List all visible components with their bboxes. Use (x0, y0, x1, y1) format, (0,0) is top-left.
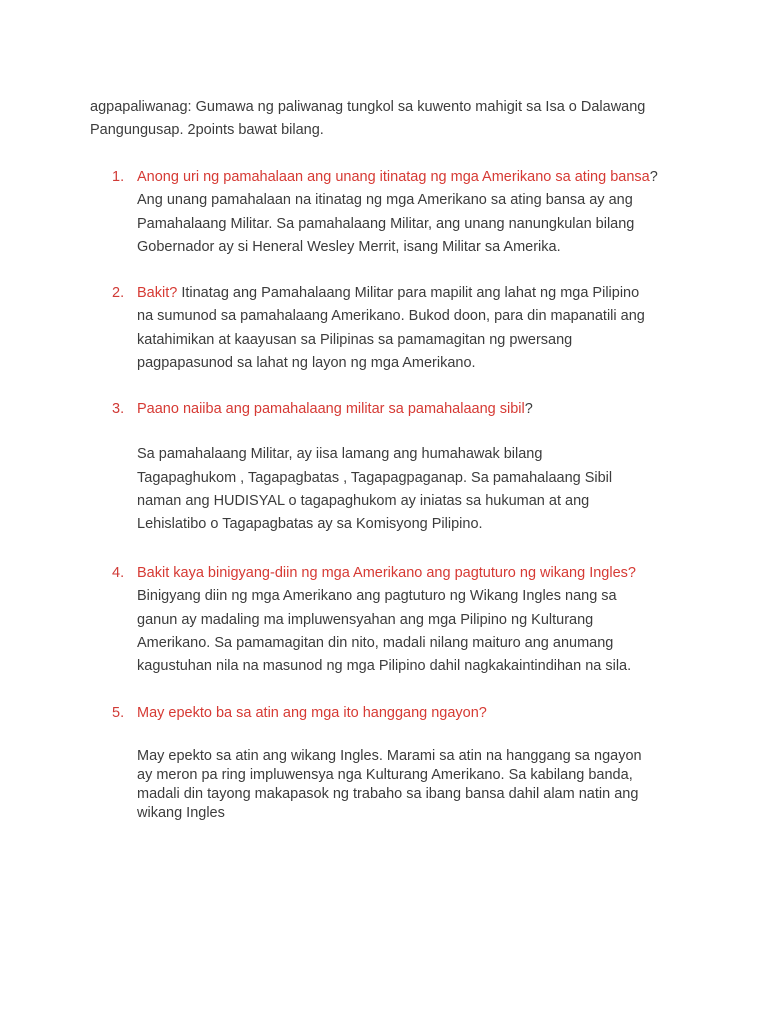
answer (137, 443, 692, 536)
answer-line: wikang Ingles (137, 805, 225, 822)
answer-line: naman ang HUDISYAL o tagapaghukom ay iniatas sa hukuman at ang (137, 492, 590, 509)
inline-answer: Itinatag ang Pamahalaang Militar para mapilit ang lahat ng mga Pilipino (177, 285, 640, 301)
item-number: 5. (112, 705, 125, 721)
answer-line: Lehislatibo o Tagapagbatas ay sa Komisyong Pilipino. (137, 516, 483, 533)
question-line (137, 282, 692, 305)
instructions-line-1: agpapaliwanag: Gumawa ng paliwanag tungkol sa kuwento mahigit sa Isa o Dalawang (90, 99, 646, 115)
item-body (137, 166, 692, 259)
question-text: May epekto ba sa atin ang mga ito hanggang ngayon? (137, 705, 487, 721)
answer (137, 585, 692, 678)
item-number: 4. (112, 565, 125, 581)
answer-line: na sumunod sa pamahalaang Amerikano. Bukod doon, para din mapanatili ang (137, 308, 645, 325)
answer-line: ganun ay madaling ma impluwensyahan ang mga Pilipino ng Kulturang (137, 611, 594, 628)
item-number: 2. (112, 285, 125, 301)
item-number: 3. (112, 401, 125, 417)
answer-line: Sa pamahalaang Militar, ay iisa lamang ang humahawak bilang (137, 446, 543, 463)
answer (137, 747, 692, 823)
answer-line: kagustuhan nila na masunod ng mga Pilipino dahil nagkakaintindihan na sila. (137, 658, 632, 675)
answer-line: Tagapaghukom , Tagapagbatas , Tagapagpaganap. Sa pamahalaang Sibil (137, 469, 613, 486)
question-line (137, 562, 692, 585)
answer-line: Binigyang diin ng mga Amerikano ang pagtuturo ng Wikang Ingles nang sa (137, 588, 617, 605)
instructions (90, 96, 690, 142)
question-mark: ? (649, 169, 658, 185)
question-text: Bakit? (137, 285, 178, 301)
question-text: Paano naiiba ang pamahalaang militar sa pamahalaang sibil (137, 401, 525, 417)
question-text: Anong uri ng pamahalaan ang unang itinatag ng mga Amerikano sa ating bansa (137, 169, 650, 185)
item-body (137, 562, 692, 678)
answer-line: ay meron pa ring impluwensya nga Kulturang Amerikano. Sa kabilang banda, (137, 767, 633, 784)
question-line (137, 702, 692, 725)
item-body (137, 702, 692, 823)
item-number: 1. (112, 169, 125, 185)
answer-line: katahimikan at kaayusan sa Pilipinas sa pamamagitan ng pwersang (137, 331, 573, 348)
answer-line: pagpapasunod sa lahat ng layon ng mga Amerikano. (137, 354, 476, 371)
question-mark: ? (524, 401, 533, 417)
answer-line: Gobernador ay si Heneral Wesley Merrit, isang Militar sa Amerika. (137, 238, 561, 255)
answer-line: Ang unang pamahalaan na itinatag ng mga Amerikano sa ating bansa ay ang (137, 192, 633, 209)
answer (137, 189, 692, 259)
question-text: Bakit kaya binigyang-diin ng mga Amerikano ang pagtuturo ng wikang Ingles? (137, 565, 636, 581)
question-line (137, 398, 692, 421)
item-body (137, 282, 692, 375)
answer-line: Pamahalaang Militar. Sa pamahalaang Militar, ang unang nanungkulan bilang (137, 215, 635, 232)
question-line (137, 166, 692, 189)
instructions-line-2: Pangungusap. 2points bawat bilang. (90, 122, 324, 138)
item-body (137, 398, 692, 536)
answer-line: madali din tayong makapasok ng trabaho sa ibang bansa dahil alam natin ang (137, 786, 639, 803)
answer-line: Amerikano. Sa pamamagitan din nito, madali nilang maituro ang anumang (137, 634, 614, 651)
answer-line: May epekto sa atin ang wikang Ingles. Marami sa atin na hanggang sa ngayon (137, 748, 642, 765)
answer (137, 305, 692, 375)
